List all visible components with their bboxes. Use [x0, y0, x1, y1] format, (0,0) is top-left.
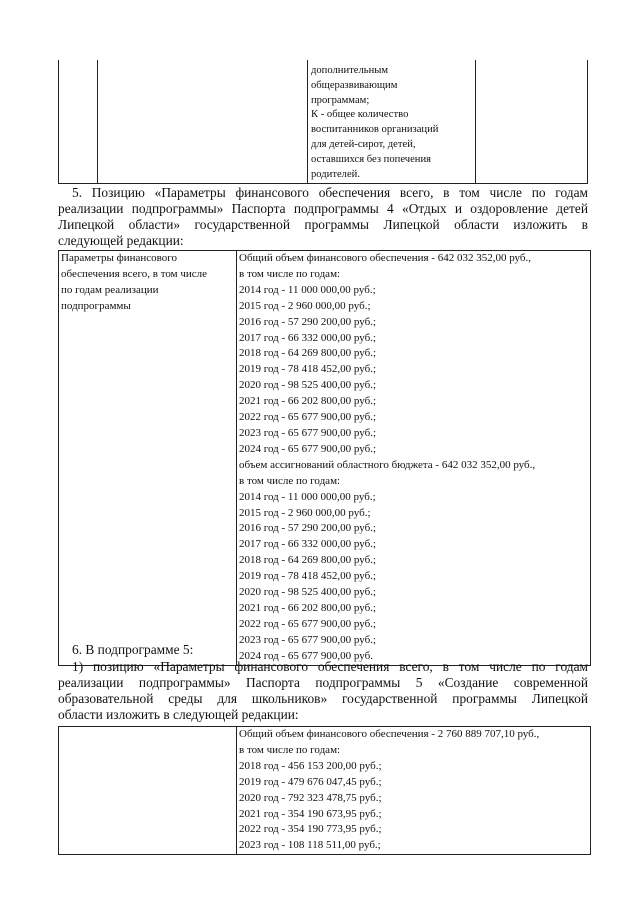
text-line: 2021 год - 66 202 800,00 руб.; — [239, 601, 377, 614]
text-line: реализации подпрограммы» Паспорта подпрограммы 4 «Отдых и оздоровление детей — [58, 201, 588, 216]
text-line: 2019 год - 78 418 452,00 руб.; — [239, 570, 377, 583]
text-line: образовательной среды для школьников» государственной программы Липецкой — [58, 691, 588, 706]
text-line: обеспечения всего, в том числе — [61, 267, 208, 280]
parameter-value-cell — [237, 727, 591, 855]
text-line: 2016 год - 57 290 200,00 руб.; — [239, 522, 377, 535]
text-line: в том числе по годам: — [239, 474, 341, 487]
text-line: Общий объем финансового обеспечения - 2 760 889 707,10 руб., — [239, 728, 540, 740]
text-line: 2020 год - 98 525 400,00 руб.; — [239, 586, 377, 599]
text-line: для детей-сирот, детей, — [311, 138, 416, 150]
text-line: по годам реализации — [61, 283, 159, 296]
text-line: оставшихся без попечения — [311, 153, 431, 165]
text-line: 5. Позицию «Параметры финансового обеспечения всего, в том числе по годам — [72, 185, 588, 200]
text-line: 2021 год - 354 190 673,95 руб.; — [239, 807, 382, 820]
text-line: 2019 год - 479 676 047,45 руб.; — [239, 775, 382, 788]
parameter-value-cell — [237, 251, 591, 666]
text-line: 2019 год - 78 418 452,00 руб.; — [239, 363, 377, 376]
text-line: 2020 год - 98 525 400,00 руб.; — [239, 379, 377, 392]
text-line: 2024 год - 65 677 900,00 руб. — [239, 649, 373, 662]
text-line: реализации подпрограммы» Паспорта подпрограммы 5 «Создание современной — [58, 675, 588, 690]
text-line: 2022 год - 354 190 773,95 руб.; — [239, 823, 382, 836]
section-6-heading: 6. В подпрограмме 5: — [72, 642, 194, 657]
text-line: общеразвивающим — [311, 79, 398, 91]
parameter-name-cell — [59, 727, 237, 855]
text-line: Липецкой области» государственной программы Липецкой области изложить в — [58, 217, 588, 232]
text-line: объем ассигнований областного бюджета - 642 032 352,00 руб., — [239, 458, 536, 471]
table-column-divider — [307, 60, 308, 183]
formula-description — [311, 64, 479, 182]
text-line: 2015 год - 2 960 000,00 руб.; — [239, 506, 371, 519]
text-line: воспитанников организаций — [311, 124, 439, 136]
text-line: 2021 год - 66 202 800,00 руб.; — [239, 395, 377, 408]
text-line: 2014 год - 11 000 000,00 руб.; — [239, 283, 376, 296]
text-line: К - общее количество — [311, 109, 409, 121]
table-column-divider — [97, 60, 98, 183]
text-line: в том числе по годам: — [239, 743, 341, 756]
parameter-name-cell — [59, 251, 237, 666]
text-line: 2023 год - 65 677 900,00 руб.; — [239, 426, 377, 439]
text-line: 2017 год - 66 332 000,00 руб.; — [239, 331, 377, 344]
text-line: 2018 год - 456 153 200,00 руб.; — [239, 759, 382, 772]
text-line: подпрограммы — [61, 299, 131, 312]
text-line: 2018 год - 64 269 800,00 руб.; — [239, 554, 377, 567]
text-line: 2023 год - 65 677 900,00 руб.; — [239, 633, 377, 646]
text-line: в том числе по годам: — [239, 267, 341, 280]
text-line: 2024 год - 65 677 900,00 руб.; — [239, 442, 377, 455]
text-line: 2022 год - 65 677 900,00 руб.; — [239, 617, 377, 630]
section-5-paragraph — [58, 185, 588, 249]
text-line: 2023 год - 108 118 511,00 руб.; — [239, 839, 381, 852]
text-line: 2018 год - 64 269 800,00 руб.; — [239, 347, 377, 360]
section-6-paragraph — [58, 659, 588, 723]
text-line: 2015 год - 2 960 000,00 руб.; — [239, 299, 371, 312]
text-line: области изложить в следующей редакции: — [58, 707, 299, 722]
financing-table-subprogram-4 — [58, 250, 591, 666]
text-line: 2022 год - 65 677 900,00 руб.; — [239, 411, 377, 424]
text-line: 2016 год - 57 290 200,00 руб.; — [239, 315, 377, 328]
text-line: следующей редакции: — [58, 233, 184, 248]
text-line: Параметры финансового — [61, 252, 178, 264]
text-line: 2020 год - 792 323 478,75 руб.; — [239, 791, 382, 804]
text-line: 2017 год - 66 332 000,00 руб.; — [239, 538, 377, 551]
text-line: родителей. — [311, 168, 360, 180]
text-line: программам; — [311, 94, 370, 106]
text-line: дополнительным — [311, 65, 389, 76]
financing-table-subprogram-5 — [58, 726, 591, 855]
text-line: 2014 год - 11 000 000,00 руб.; — [239, 490, 376, 503]
continued-table — [58, 60, 588, 184]
text-line: Общий объем финансового обеспечения - 642 032 352,00 руб., — [239, 252, 531, 264]
text-line: 1) позицию «Параметры финансового обеспечения всего, в том числе по годам — [72, 659, 588, 674]
